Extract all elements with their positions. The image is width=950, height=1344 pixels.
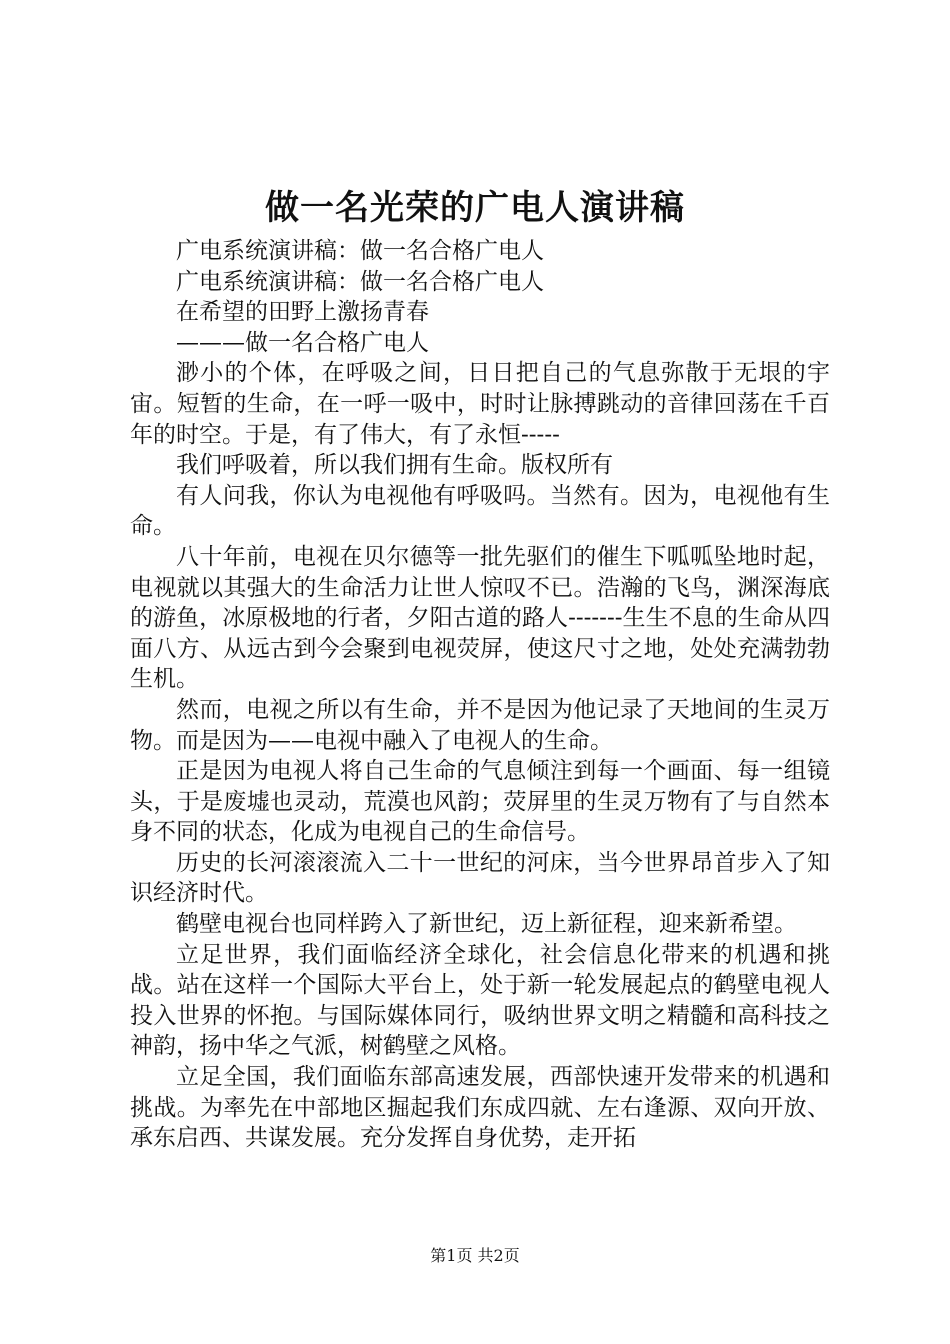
paragraph: 有人问我，你认为电视他有呼吸吗。当然有。因为，电视他有生命。 — [130, 482, 830, 540]
paragraph: 渺小的个体，在呼吸之间，日日把自己的气息弥散于无垠的宇宙。短暂的生命，在一呼一吸中，时时让脉搏跳动的音律回荡在千百年的时空。于是，有了伟大，有了永恒----- — [130, 360, 830, 448]
paragraph: 广电系统演讲稿：做一名合格广电人 — [176, 238, 544, 264]
paragraph: 鹤壁电视台也同样跨入了新世纪，迈上新征程，迎来新希望。 — [176, 911, 797, 938]
paragraph: 然而，电视之所以有生命，并不是因为他记录了天地间的生灵万物。而是因为——电视中融入了电视人的生命。 — [130, 696, 830, 754]
paragraph: 八十年前，电视在贝尔德等一批先驱们的催生下呱呱坠地时起，电视就以其强大的生命活力让世人惊叹不已。浩瀚的飞鸟，渊深海底的游鱼，冰原极地的行者，夕阳古道的路人-------生生不息的生命从四面八方、从远古到今会聚到电视荧屏，使这尺寸之地，处处充满勃勃生机。 — [130, 543, 830, 693]
paragraph: 立足全国，我们面临东部高速发展，西部快速开发带来的机遇和挑战。为率先在中部地区掘起我们东成四就、左右逢源、双向开放、承东启西、共谋发展。充分发挥自身优势，走开拓 — [130, 1064, 830, 1152]
page-footer: 第1页 共2页 — [430, 1246, 520, 1265]
paragraph: 我们呼吸着，所以我们拥有生命。版权所有 — [176, 452, 613, 479]
paragraph: 广电系统演讲稿：做一名合格广电人 — [176, 268, 544, 295]
paragraph: 历史的长河滚滚流入二十一世纪的河床，当今世界昂首步入了知识经济时代。 — [130, 849, 830, 907]
paragraph: 在希望的田野上激扬青春 — [176, 299, 429, 326]
paragraph: 立足世界，我们面临经济全球化，社会信息化带来的机遇和挑战。站在这样一个国际大平台上，处于新一轮发展起点的鹤壁电视人投入世界的怀抱。与国际媒体同行，吸纳世界文明之精髓和高科技之神韵，扬中华之气派，树鹤壁之风格。 — [130, 941, 830, 1060]
paragraph: 正是因为电视人将自己生命的气息倾注到每一个画面、每一组镜头，于是废墟也灵动，荒漠也风韵；荧屏里的生灵万物有了与自然本身不同的状态，化成为电视自己的生命信号。 — [130, 758, 830, 846]
document-title: 做一名光荣的广电人演讲稿 — [265, 188, 685, 228]
paragraph: ———做一名合格广电人 — [176, 329, 429, 356]
document-body — [130, 236, 830, 1154]
